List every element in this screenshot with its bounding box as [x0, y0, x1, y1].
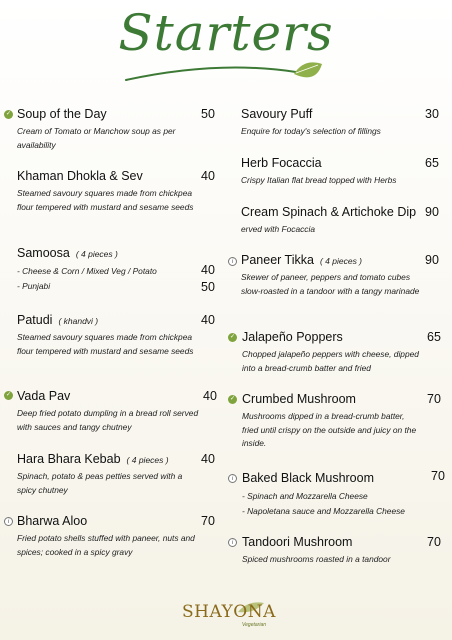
menu-item	[241, 156, 421, 188]
vegan-leaf-icon: ✓	[5, 111, 12, 117]
item-name: Baked Black Mushroom	[242, 471, 375, 485]
menu-item	[17, 107, 197, 152]
item-price: 70	[201, 514, 215, 528]
item-qualifier: ( 4 pieces )	[126, 455, 169, 465]
menu-item	[242, 330, 422, 375]
item-price: 70	[431, 469, 445, 483]
item-name: Crumbed Mushroom	[242, 392, 356, 406]
item-price: 65	[425, 156, 439, 170]
item-option: - Napoletana sauce and Mozzarella Cheese	[242, 506, 405, 516]
page-title: Starters	[118, 4, 334, 62]
item-desc: Spinach, potato & peas petties served with a spicy chutney	[17, 471, 183, 495]
item-price: 50	[201, 107, 215, 121]
info-icon: i	[228, 257, 237, 266]
item-desc: Spiced mushrooms roasted in a tandoor	[242, 554, 391, 564]
menu-item	[241, 107, 421, 139]
item-option: - Cheese & Corn / Mixed Veg / Potato	[17, 266, 157, 276]
menu-item	[17, 389, 199, 434]
item-price: 40	[201, 313, 215, 327]
menu-item	[17, 313, 197, 358]
item-desc: Steamed savoury squares made from chickpea flour tempered with mustard and sesame seeds	[17, 188, 194, 212]
item-desc: Deep fried potato dumpling in a bread roll served with sauces and tangy chutney	[17, 408, 199, 432]
item-qualifier: ( 4 pieces )	[75, 249, 118, 259]
vegan-leaf-icon: ✓	[229, 396, 236, 402]
item-qualifier: ( 4 pieces )	[319, 256, 363, 266]
item-price: 90	[425, 205, 439, 219]
item-name: Soup of the Day	[17, 107, 107, 121]
item-name: Vada Pav	[17, 389, 71, 403]
item-price: 40	[201, 169, 215, 183]
item-price: 65	[427, 330, 441, 344]
brand-logo	[176, 600, 276, 636]
menu-item	[242, 471, 428, 519]
item-name: Tandoori Mushroom	[242, 535, 353, 549]
brand-name: SHAYONA	[182, 602, 276, 622]
item-qualifier: ( khandvi )	[58, 316, 99, 326]
item-option: - Punjabi	[17, 281, 51, 291]
item-desc: Mushrooms dipped in a bread-crumb batter, fried until crispy on the outside and juicy on the inside.	[242, 411, 417, 448]
menu-item	[17, 514, 199, 559]
vegan-leaf-icon: ✓	[5, 392, 12, 398]
item-price: 70	[427, 392, 441, 406]
info-icon: i	[4, 517, 13, 526]
item-price: 40	[201, 263, 215, 277]
menu-item	[242, 535, 422, 567]
item-name: Paneer Tikka	[241, 253, 314, 267]
item-name: Jalapeño Poppers	[242, 330, 343, 344]
item-name: Herb Focaccia	[241, 156, 322, 170]
item-price: 40	[201, 452, 215, 466]
item-price: 30	[425, 107, 439, 121]
leaf-swoosh-icon	[118, 52, 328, 92]
item-option: - Spinach and Mozzarella Cheese	[242, 491, 368, 501]
item-price: 90	[425, 253, 439, 267]
menu-item	[241, 205, 421, 237]
item-name: Savoury Puff	[241, 107, 313, 121]
vegan-leaf-icon: ✓	[229, 334, 236, 340]
info-icon: i	[228, 538, 237, 547]
item-price: 40	[203, 389, 217, 403]
item-desc: Cream of Tomato or Manchow soup as per availability	[17, 126, 176, 150]
menu-item	[242, 392, 422, 451]
item-name: Cream Spinach & Artichoke Dip	[241, 205, 417, 219]
brand-tagline: Vegetarian	[242, 622, 266, 628]
item-desc: Enquire for today's selection of fillings	[241, 126, 381, 136]
menu-item	[17, 169, 197, 214]
menu-item	[17, 246, 207, 294]
item-name: Khaman Dhokla & Sev	[17, 169, 143, 183]
item-name: Bharwa Aloo	[17, 514, 88, 528]
item-desc: erved with Focaccia	[241, 224, 316, 234]
item-price: 70	[427, 535, 441, 549]
item-name: Samoosa	[17, 246, 70, 260]
item-desc: Skewer of paneer, peppers and tomato cubes slow-roasted in a tandoor with a tangy marinade	[241, 272, 420, 296]
menu-item	[241, 253, 421, 298]
menu-item	[17, 452, 199, 497]
info-icon: i	[228, 474, 237, 483]
item-desc: Chopped jalapeño peppers with cheese, dipped into a bread-crumb batter and fried	[242, 349, 419, 373]
item-desc: Crispy Italian flat bread topped with Herbs	[241, 175, 397, 185]
item-name: Hara Bhara Kebab	[17, 452, 121, 466]
item-desc: Steamed savoury squares made from chickpea flour tempered with mustard and sesame seeds	[17, 332, 194, 356]
item-name: Patudi	[17, 313, 53, 327]
item-price: 50	[201, 280, 215, 294]
item-desc: Fried potato shells stuffed with paneer, nuts and spices; cooked in a spicy gravy	[17, 533, 195, 557]
